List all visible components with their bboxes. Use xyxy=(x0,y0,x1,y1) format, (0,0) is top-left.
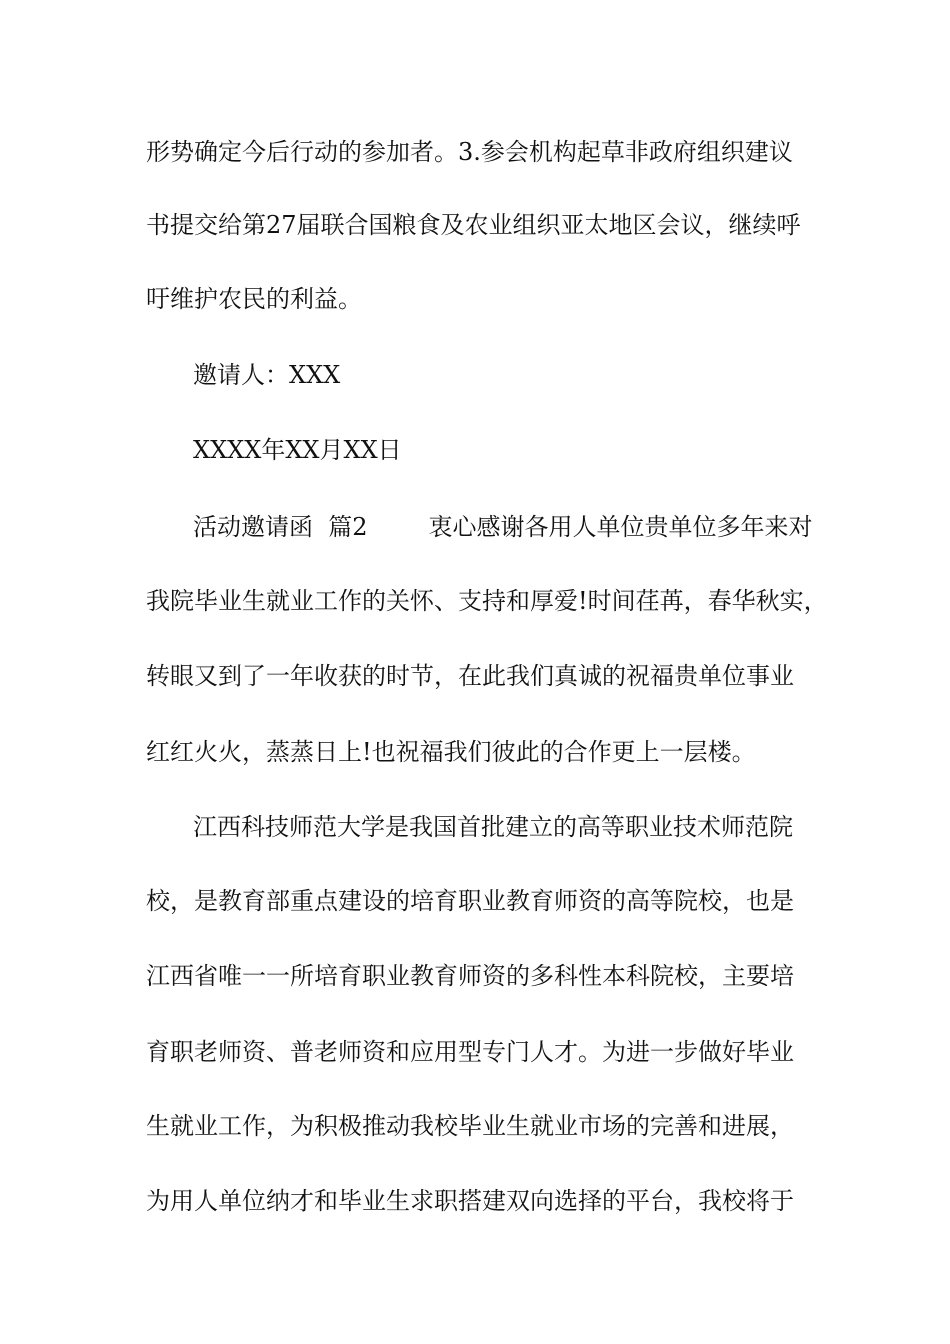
date-line: XXXX年XX月XX日 xyxy=(193,436,402,464)
text-line: 为用人单位纳才和毕业生求职搭建双向选择的平台，我校将于 xyxy=(146,1187,794,1215)
text-line: 江西省唯一一所培育职业教育师资的多科性本科院校，主要培 xyxy=(146,962,794,990)
text-line: 转眼又到了一年收获的时节，在此我们真诚的祝福贵单位事业 xyxy=(146,662,794,690)
text-line: 红红火火，蒸蒸日上!也祝福我们彼此的合作更上一层楼。 xyxy=(146,738,756,766)
section-heading-line: 活动邀请函 篇2 衷心感谢各用人单位贵单位多年来对 xyxy=(193,513,813,541)
text-line: 形势确定今后行动的参加者。3.参会机构起草非政府组织建议 xyxy=(146,138,793,166)
text-line: 书提交给第27届联合国粮食及农业组织亚太地区会议，继续呼 xyxy=(146,211,801,239)
text-line: 我院毕业生就业工作的关怀、支持和厚爱!时间荏苒，春华秋实， xyxy=(146,587,828,615)
text-line: 江西科技师范大学是我国首批建立的高等职业技术师范院 xyxy=(193,813,793,841)
text-line: 生就业工作，为积极推动我校毕业生就业市场的完善和进展， xyxy=(146,1112,794,1140)
text-line: 吁维护农民的利益。 xyxy=(146,285,362,313)
text-line: 校，是教育部重点建设的培育职业教育师资的高等院校，也是 xyxy=(146,887,794,915)
text-line: 育职老师资、普老师资和应用型专门人才。为进一步做好毕业 xyxy=(146,1038,794,1066)
inviter-line: 邀请人：XXX xyxy=(193,361,341,389)
